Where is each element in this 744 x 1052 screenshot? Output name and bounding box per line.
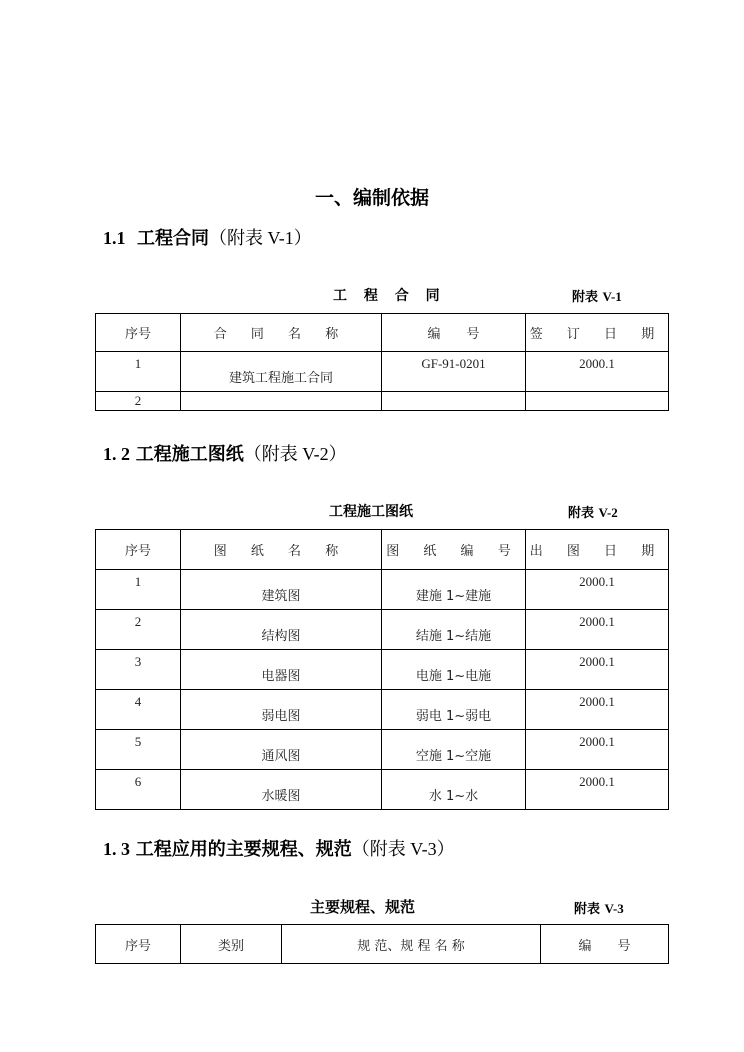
table-cell: 弱电图 bbox=[181, 690, 382, 730]
contract-table bbox=[95, 313, 669, 411]
table-cell: 结施 1~结施 bbox=[382, 610, 526, 650]
attachment-code: V-3 bbox=[604, 901, 624, 916]
header-cell: 序号 bbox=[96, 314, 181, 352]
table-cell: GF-91-0201 bbox=[382, 352, 526, 392]
header-cell: 编 号 bbox=[382, 314, 526, 352]
section-heading-1-2 bbox=[103, 440, 347, 466]
table-row bbox=[96, 730, 669, 770]
attachment-label bbox=[574, 898, 624, 917]
table-cell: 建筑工程施工合同 bbox=[181, 352, 382, 392]
attachment-label bbox=[572, 286, 622, 305]
table-caption: 主要规程、规范 bbox=[310, 898, 416, 916]
table-cell: 2000.1 bbox=[526, 570, 669, 610]
section-number: 1. 3 bbox=[103, 839, 130, 859]
table-row bbox=[96, 610, 669, 650]
section-title: 工程应用的主要规程、规范 bbox=[135, 839, 352, 860]
header-cell: 图 纸 编 号 bbox=[382, 530, 526, 570]
table-row bbox=[96, 690, 669, 730]
header-cell: 类别 bbox=[181, 925, 282, 964]
table-row bbox=[96, 650, 669, 690]
table-cell: 空施 1~空施 bbox=[382, 730, 526, 770]
table-cell: 2000.1 bbox=[526, 690, 669, 730]
attachment-code: V-1 bbox=[602, 289, 622, 304]
table-row bbox=[96, 570, 669, 610]
table-cell bbox=[526, 392, 669, 411]
table-cell: 电器图 bbox=[181, 650, 382, 690]
table-header-row bbox=[96, 314, 669, 352]
header-cell: 合 同 名 称 bbox=[181, 314, 382, 352]
table-cell: 6 bbox=[96, 770, 181, 810]
table-row bbox=[96, 392, 669, 411]
table-cell: 2 bbox=[96, 392, 181, 411]
attachment-label-text: 附表 bbox=[568, 506, 599, 521]
table-caption: 工程施工图纸 bbox=[329, 504, 413, 520]
section-attachment-ref: （附表 V-3） bbox=[351, 839, 455, 859]
table-cell: 4 bbox=[96, 690, 181, 730]
header-cell: 图 纸 名 称 bbox=[181, 530, 382, 570]
table-cell: 5 bbox=[96, 730, 181, 770]
table-cell: 建施 1~建施 bbox=[382, 570, 526, 610]
table-caption: 工 程 合 同 bbox=[333, 288, 446, 304]
header-cell: 签 订 日 期 bbox=[526, 314, 669, 352]
section-title: 工程合同 bbox=[136, 228, 209, 249]
attachment-code: V-2 bbox=[598, 505, 618, 520]
section-number: 1.1 bbox=[103, 228, 126, 248]
header-cell: 规 范、规 程 名 称 bbox=[282, 925, 541, 964]
attachment-label-text: 附表 bbox=[574, 902, 605, 917]
table-cell: 2000.1 bbox=[526, 770, 669, 810]
table-cell: 2000.1 bbox=[526, 610, 669, 650]
standards-table bbox=[95, 924, 669, 964]
table-header-row bbox=[96, 925, 669, 964]
header-cell: 序号 bbox=[96, 530, 181, 570]
table-cell: 1 bbox=[96, 570, 181, 610]
section-title: 工程施工图纸 bbox=[135, 444, 244, 465]
attachment-label bbox=[568, 502, 618, 521]
table-cell: 2000.1 bbox=[526, 730, 669, 770]
table-cell: 电施 1~电施 bbox=[382, 650, 526, 690]
attachment-label-text: 附表 bbox=[572, 290, 603, 305]
table-cell: 水暖图 bbox=[181, 770, 382, 810]
section-number: 1. 2 bbox=[103, 444, 130, 464]
table-row bbox=[96, 770, 669, 810]
table-cell: 2 bbox=[96, 610, 181, 650]
header-cell: 编 号 bbox=[541, 925, 669, 964]
header-cell: 出 图 日 期 bbox=[526, 530, 669, 570]
drawings-table bbox=[95, 529, 669, 810]
page-title: 一、编制依据 bbox=[314, 187, 429, 209]
table-cell bbox=[181, 392, 382, 411]
table-cell: 结构图 bbox=[181, 610, 382, 650]
table-cell: 通风图 bbox=[181, 730, 382, 770]
section-attachment-ref: （附表 V-2） bbox=[243, 444, 347, 464]
table-cell: 水 1~水 bbox=[382, 770, 526, 810]
table-cell: 2000.1 bbox=[526, 650, 669, 690]
table-cell: 3 bbox=[96, 650, 181, 690]
table-header-row bbox=[96, 530, 669, 570]
table-row bbox=[96, 352, 669, 392]
table-cell: 建筑图 bbox=[181, 570, 382, 610]
table-cell: 1 bbox=[96, 352, 181, 392]
section-heading-1-3 bbox=[103, 835, 455, 861]
section-attachment-ref: （附表 V-1） bbox=[208, 228, 312, 248]
table-cell bbox=[382, 392, 526, 411]
section-heading-1-1 bbox=[103, 224, 312, 250]
table-cell: 弱电 1~弱电 bbox=[382, 690, 526, 730]
header-cell: 序号 bbox=[96, 925, 181, 964]
table-cell: 2000.1 bbox=[526, 352, 669, 392]
